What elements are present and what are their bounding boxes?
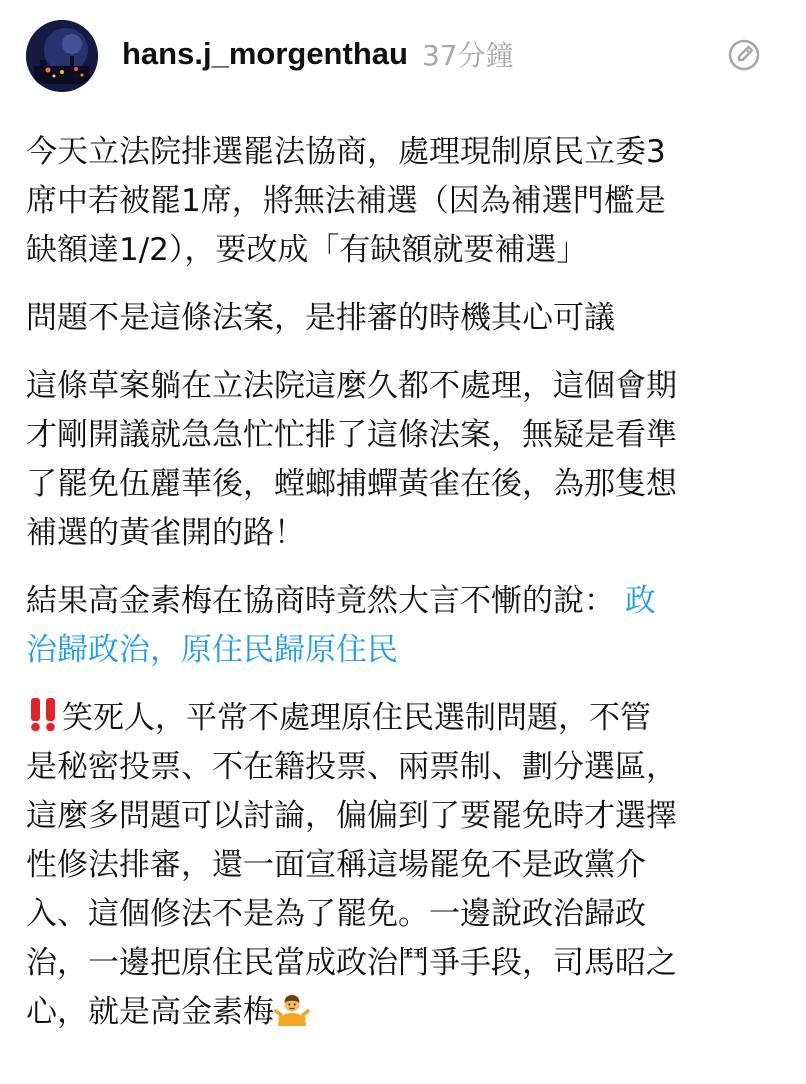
text-line: 才剛開議就急急忙忙排了這條法案，無疑是看準 [26, 417, 677, 453]
text-line [26, 694, 756, 743]
double-exclamation-icon [26, 696, 60, 732]
text-line [26, 988, 756, 1037]
post-body [26, 128, 756, 1056]
text-line: 這麼多問題可以討論，偏偏到了要罷免時才選擇 [26, 798, 677, 834]
quote-link[interactable]: 政 [624, 583, 656, 619]
text-line [26, 577, 756, 626]
quote-intro-text: 結果高金素梅在協商時竟然大言不慚的說： [26, 583, 615, 619]
text-line: 是秘密投票、不在籍投票、兩票制、劃分選區， [26, 749, 677, 785]
quote-link[interactable]: 治歸政治，原住民歸原住民 [26, 632, 398, 668]
text-line: 這條草案躺在立法院這麼久都不處理，這個會期 [26, 368, 677, 404]
username[interactable]: hans.j_morgenthau [122, 36, 408, 71]
text-line-content: 心，就是高金素梅 [26, 994, 274, 1030]
text-line: 了罷免伍麗華後，螳螂捕蟬黃雀在後，為那隻想 [26, 466, 677, 502]
paragraph-4 [26, 577, 756, 675]
text-line: 入、這個修法不是為了罷免。一邊說政治歸政 [26, 896, 646, 932]
paragraph-5 [26, 694, 756, 1037]
text-line-content: 笑死人，平常不處理原住民選制問題，不管 [62, 700, 651, 736]
text-line: 性修法排審，還一面宣稱這場罷免不是政黨介 [26, 847, 646, 883]
avatar-image [26, 20, 98, 92]
person-shrugging-icon [274, 991, 310, 1027]
edit-icon[interactable] [727, 38, 761, 72]
text-line: 問題不是這條法案，是排審的時機其心可議 [26, 300, 615, 336]
text-line: 席中若被罷1席，將無法補選（因為補選門檻是 [26, 183, 666, 219]
paragraph-2 [26, 294, 756, 343]
text-line: 今天立法院排選罷法協商，處理現制原民立委3 [26, 134, 666, 170]
post-header [0, 0, 806, 110]
paragraph-1 [26, 128, 756, 275]
text-line: 治，一邊把原住民當成政治鬥爭手段，司馬昭之 [26, 945, 677, 981]
text-line: 補選的黃雀開的路！ [26, 515, 305, 551]
text-line: 缺額達1/2），要改成「有缺額就要補選」 [26, 232, 588, 268]
paragraph-3 [26, 362, 756, 558]
avatar[interactable] [26, 20, 98, 92]
post-timestamp: 37分鐘 [422, 39, 514, 72]
